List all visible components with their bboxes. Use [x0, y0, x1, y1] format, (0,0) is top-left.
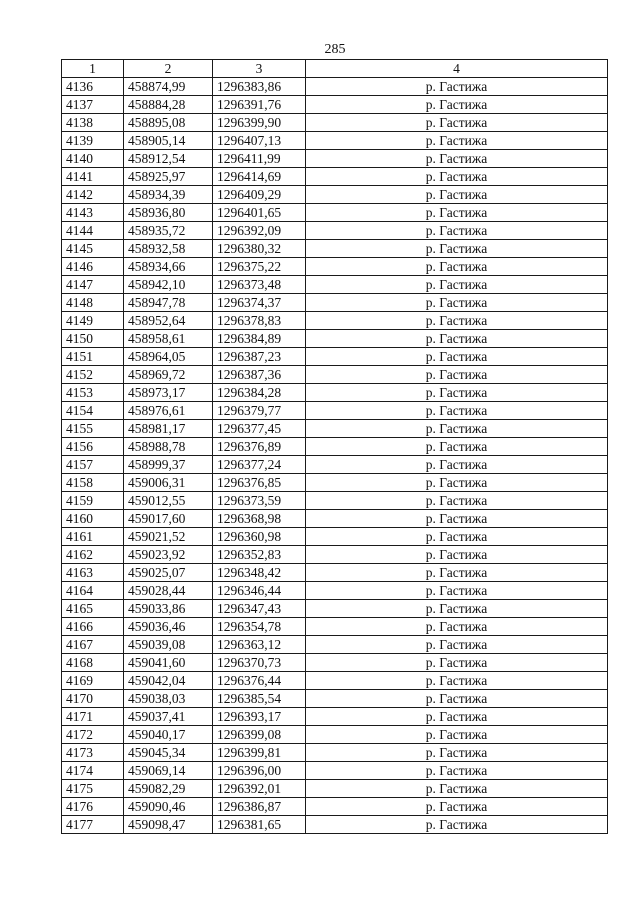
table-row	[62, 600, 608, 618]
cell-x-coordinate: 459006,31	[124, 474, 213, 492]
cell-point-number: 4158	[62, 474, 124, 492]
cell-x-coordinate: 458964,05	[124, 348, 213, 366]
cell-description: р. Гастижа	[306, 528, 608, 546]
cell-x-coordinate: 459028,44	[124, 582, 213, 600]
cell-y-coordinate: 1296370,73	[213, 654, 306, 672]
cell-point-number: 4165	[62, 600, 124, 618]
cell-x-coordinate: 458912,54	[124, 150, 213, 168]
cell-x-coordinate: 459082,29	[124, 780, 213, 798]
cell-y-coordinate: 1296392,09	[213, 222, 306, 240]
cell-y-coordinate: 1296379,77	[213, 402, 306, 420]
cell-y-coordinate: 1296399,90	[213, 114, 306, 132]
cell-x-coordinate: 458976,61	[124, 402, 213, 420]
cell-y-coordinate: 1296378,83	[213, 312, 306, 330]
cell-point-number: 4145	[62, 240, 124, 258]
table-row	[62, 546, 608, 564]
cell-point-number: 4160	[62, 510, 124, 528]
cell-point-number: 4170	[62, 690, 124, 708]
table-row	[62, 654, 608, 672]
cell-y-coordinate: 1296376,44	[213, 672, 306, 690]
table-row	[62, 348, 608, 366]
cell-description: р. Гастижа	[306, 312, 608, 330]
cell-y-coordinate: 1296377,45	[213, 420, 306, 438]
cell-description: р. Гастижа	[306, 690, 608, 708]
cell-point-number: 4146	[62, 258, 124, 276]
table-row	[62, 222, 608, 240]
table-row	[62, 240, 608, 258]
cell-description: р. Гастижа	[306, 816, 608, 834]
table-row	[62, 582, 608, 600]
cell-y-coordinate: 1296354,78	[213, 618, 306, 636]
cell-x-coordinate: 458958,61	[124, 330, 213, 348]
cell-y-coordinate: 1296399,81	[213, 744, 306, 762]
cell-y-coordinate: 1296401,65	[213, 204, 306, 222]
cell-point-number: 4142	[62, 186, 124, 204]
cell-point-number: 4153	[62, 384, 124, 402]
column-header-x: 2	[124, 60, 213, 78]
cell-point-number: 4148	[62, 294, 124, 312]
cell-description: р. Гастижа	[306, 132, 608, 150]
table-row	[62, 330, 608, 348]
cell-y-coordinate: 1296392,01	[213, 780, 306, 798]
cell-description: р. Гастижа	[306, 582, 608, 600]
cell-y-coordinate: 1296363,12	[213, 636, 306, 654]
column-header-y: 3	[213, 60, 306, 78]
cell-point-number: 4143	[62, 204, 124, 222]
cell-y-coordinate: 1296385,54	[213, 690, 306, 708]
table-header-row	[62, 60, 608, 78]
cell-y-coordinate: 1296383,86	[213, 78, 306, 96]
cell-description: р. Гастижа	[306, 366, 608, 384]
cell-x-coordinate: 458969,72	[124, 366, 213, 384]
cell-description: р. Гастижа	[306, 762, 608, 780]
cell-x-coordinate: 459042,04	[124, 672, 213, 690]
cell-point-number: 4157	[62, 456, 124, 474]
table-row	[62, 798, 608, 816]
table-row	[62, 420, 608, 438]
cell-point-number: 4177	[62, 816, 124, 834]
cell-x-coordinate: 458874,99	[124, 78, 213, 96]
cell-x-coordinate: 459098,47	[124, 816, 213, 834]
cell-x-coordinate: 459090,46	[124, 798, 213, 816]
page-number: 285	[324, 42, 346, 57]
cell-description: р. Гастижа	[306, 168, 608, 186]
cell-description: р. Гастижа	[306, 726, 608, 744]
cell-description: р. Гастижа	[306, 438, 608, 456]
table-row	[62, 438, 608, 456]
cell-x-coordinate: 458934,39	[124, 186, 213, 204]
cell-description: р. Гастижа	[306, 276, 608, 294]
cell-x-coordinate: 458947,78	[124, 294, 213, 312]
cell-description: р. Гастижа	[306, 402, 608, 420]
cell-point-number: 4172	[62, 726, 124, 744]
cell-x-coordinate: 459037,41	[124, 708, 213, 726]
cell-point-number: 4150	[62, 330, 124, 348]
cell-description: р. Гастижа	[306, 492, 608, 510]
cell-x-coordinate: 458932,58	[124, 240, 213, 258]
table-row	[62, 474, 608, 492]
cell-point-number: 4169	[62, 672, 124, 690]
table-row	[62, 816, 608, 834]
cell-point-number: 4138	[62, 114, 124, 132]
cell-x-coordinate: 458936,80	[124, 204, 213, 222]
cell-description: р. Гастижа	[306, 780, 608, 798]
cell-point-number: 4155	[62, 420, 124, 438]
cell-point-number: 4141	[62, 168, 124, 186]
cell-point-number: 4174	[62, 762, 124, 780]
table-row	[62, 708, 608, 726]
column-header-point-number: 1	[62, 60, 124, 78]
cell-point-number: 4149	[62, 312, 124, 330]
cell-description: р. Гастижа	[306, 510, 608, 528]
cell-description: р. Гастижа	[306, 798, 608, 816]
cell-y-coordinate: 1296387,36	[213, 366, 306, 384]
cell-point-number: 4167	[62, 636, 124, 654]
cell-point-number: 4159	[62, 492, 124, 510]
cell-y-coordinate: 1296411,99	[213, 150, 306, 168]
cell-x-coordinate: 459038,03	[124, 690, 213, 708]
cell-description: р. Гастижа	[306, 546, 608, 564]
cell-x-coordinate: 458905,14	[124, 132, 213, 150]
cell-x-coordinate: 459040,17	[124, 726, 213, 744]
cell-y-coordinate: 1296348,42	[213, 564, 306, 582]
cell-y-coordinate: 1296387,23	[213, 348, 306, 366]
cell-description: р. Гастижа	[306, 330, 608, 348]
cell-x-coordinate: 458952,64	[124, 312, 213, 330]
cell-description: р. Гастижа	[306, 78, 608, 96]
cell-x-coordinate: 459025,07	[124, 564, 213, 582]
cell-x-coordinate: 459041,60	[124, 654, 213, 672]
cell-description: р. Гастижа	[306, 744, 608, 762]
table-row	[62, 384, 608, 402]
cell-y-coordinate: 1296346,44	[213, 582, 306, 600]
table-row	[62, 528, 608, 546]
cell-y-coordinate: 1296396,00	[213, 762, 306, 780]
cell-x-coordinate: 458884,28	[124, 96, 213, 114]
cell-y-coordinate: 1296352,83	[213, 546, 306, 564]
table-row	[62, 168, 608, 186]
coordinates-table	[61, 59, 608, 834]
cell-x-coordinate: 458981,17	[124, 420, 213, 438]
cell-point-number: 4140	[62, 150, 124, 168]
table-row	[62, 366, 608, 384]
cell-y-coordinate: 1296399,08	[213, 726, 306, 744]
cell-point-number: 4139	[62, 132, 124, 150]
cell-x-coordinate: 458925,97	[124, 168, 213, 186]
cell-point-number: 4161	[62, 528, 124, 546]
cell-description: р. Гастижа	[306, 150, 608, 168]
cell-description: р. Гастижа	[306, 240, 608, 258]
cell-y-coordinate: 1296380,32	[213, 240, 306, 258]
cell-point-number: 4168	[62, 654, 124, 672]
cell-y-coordinate: 1296376,85	[213, 474, 306, 492]
table-body	[62, 78, 608, 834]
cell-x-coordinate: 459012,55	[124, 492, 213, 510]
cell-description: р. Гастижа	[306, 348, 608, 366]
cell-x-coordinate: 458934,66	[124, 258, 213, 276]
cell-description: р. Гастижа	[306, 672, 608, 690]
table-row	[62, 204, 608, 222]
cell-y-coordinate: 1296373,59	[213, 492, 306, 510]
cell-x-coordinate: 459039,08	[124, 636, 213, 654]
table-row	[62, 456, 608, 474]
cell-description: р. Гастижа	[306, 384, 608, 402]
cell-x-coordinate: 459069,14	[124, 762, 213, 780]
cell-x-coordinate: 459033,86	[124, 600, 213, 618]
cell-description: р. Гастижа	[306, 294, 608, 312]
cell-point-number: 4171	[62, 708, 124, 726]
cell-y-coordinate: 1296414,69	[213, 168, 306, 186]
table-row	[62, 114, 608, 132]
table-row	[62, 132, 608, 150]
cell-y-coordinate: 1296381,65	[213, 816, 306, 834]
cell-x-coordinate: 458988,78	[124, 438, 213, 456]
cell-point-number: 4144	[62, 222, 124, 240]
cell-point-number: 4147	[62, 276, 124, 294]
table-row	[62, 258, 608, 276]
column-header-description: 4	[306, 60, 608, 78]
cell-point-number: 4166	[62, 618, 124, 636]
cell-y-coordinate: 1296384,28	[213, 384, 306, 402]
table-row	[62, 744, 608, 762]
cell-x-coordinate: 459036,46	[124, 618, 213, 636]
cell-point-number: 4175	[62, 780, 124, 798]
cell-y-coordinate: 1296386,87	[213, 798, 306, 816]
cell-description: р. Гастижа	[306, 222, 608, 240]
cell-description: р. Гастижа	[306, 564, 608, 582]
table-row	[62, 726, 608, 744]
table-row	[62, 636, 608, 654]
cell-y-coordinate: 1296376,89	[213, 438, 306, 456]
cell-y-coordinate: 1296407,13	[213, 132, 306, 150]
table-row	[62, 294, 608, 312]
table-row	[62, 402, 608, 420]
cell-x-coordinate: 458942,10	[124, 276, 213, 294]
cell-description: р. Гастижа	[306, 618, 608, 636]
cell-description: р. Гастижа	[306, 654, 608, 672]
cell-x-coordinate: 459045,34	[124, 744, 213, 762]
cell-description: р. Гастижа	[306, 636, 608, 654]
cell-point-number: 4152	[62, 366, 124, 384]
table-row	[62, 312, 608, 330]
table-row	[62, 780, 608, 798]
cell-x-coordinate: 459021,52	[124, 528, 213, 546]
cell-y-coordinate: 1296347,43	[213, 600, 306, 618]
cell-x-coordinate: 459017,60	[124, 510, 213, 528]
table-row	[62, 762, 608, 780]
table-row	[62, 492, 608, 510]
table-row	[62, 618, 608, 636]
table-row	[62, 150, 608, 168]
cell-description: р. Гастижа	[306, 456, 608, 474]
cell-point-number: 4137	[62, 96, 124, 114]
cell-point-number: 4136	[62, 78, 124, 96]
cell-y-coordinate: 1296409,29	[213, 186, 306, 204]
cell-point-number: 4151	[62, 348, 124, 366]
cell-x-coordinate: 458935,72	[124, 222, 213, 240]
cell-y-coordinate: 1296384,89	[213, 330, 306, 348]
cell-description: р. Гастижа	[306, 474, 608, 492]
cell-y-coordinate: 1296375,22	[213, 258, 306, 276]
cell-x-coordinate: 459023,92	[124, 546, 213, 564]
cell-x-coordinate: 458895,08	[124, 114, 213, 132]
cell-y-coordinate: 1296373,48	[213, 276, 306, 294]
cell-point-number: 4154	[62, 402, 124, 420]
table-row	[62, 186, 608, 204]
cell-y-coordinate: 1296368,98	[213, 510, 306, 528]
table-row	[62, 78, 608, 96]
cell-description: р. Гастижа	[306, 204, 608, 222]
table-row	[62, 96, 608, 114]
cell-description: р. Гастижа	[306, 258, 608, 276]
cell-y-coordinate: 1296377,24	[213, 456, 306, 474]
cell-description: р. Гастижа	[306, 114, 608, 132]
table-row	[62, 564, 608, 582]
cell-description: р. Гастижа	[306, 708, 608, 726]
cell-point-number: 4162	[62, 546, 124, 564]
cell-y-coordinate: 1296393,17	[213, 708, 306, 726]
cell-y-coordinate: 1296360,98	[213, 528, 306, 546]
cell-point-number: 4176	[62, 798, 124, 816]
cell-y-coordinate: 1296391,76	[213, 96, 306, 114]
cell-description: р. Гастижа	[306, 96, 608, 114]
cell-x-coordinate: 458973,17	[124, 384, 213, 402]
table-row	[62, 510, 608, 528]
cell-description: р. Гастижа	[306, 186, 608, 204]
table-row	[62, 276, 608, 294]
cell-description: р. Гастижа	[306, 600, 608, 618]
cell-x-coordinate: 458999,37	[124, 456, 213, 474]
cell-point-number: 4173	[62, 744, 124, 762]
cell-point-number: 4164	[62, 582, 124, 600]
table-row	[62, 690, 608, 708]
cell-point-number: 4156	[62, 438, 124, 456]
cell-description: р. Гастижа	[306, 420, 608, 438]
cell-y-coordinate: 1296374,37	[213, 294, 306, 312]
table-row	[62, 672, 608, 690]
cell-point-number: 4163	[62, 564, 124, 582]
